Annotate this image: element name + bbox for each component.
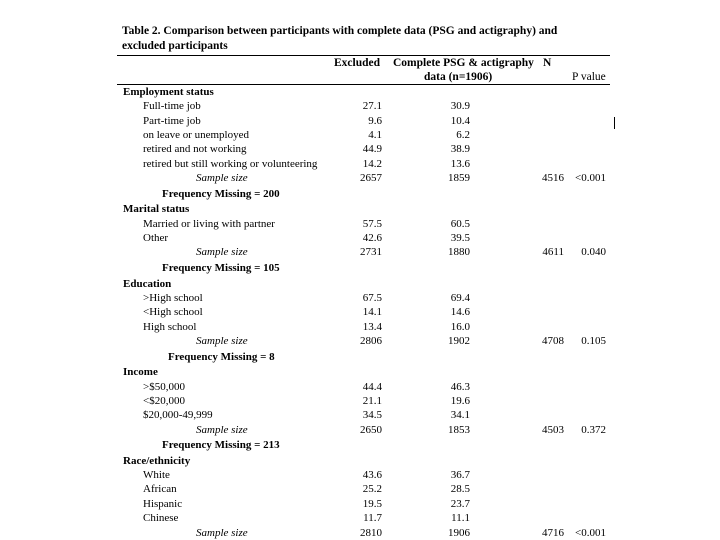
- complete-value: 30.9: [450, 100, 470, 113]
- sample-n-value: 4611: [542, 246, 564, 259]
- sample-n-value: 4708: [542, 334, 564, 347]
- sample-excluded-value: 2650: [360, 423, 382, 436]
- sample-size-label: Sample size: [196, 423, 248, 436]
- complete-value: 38.9: [450, 143, 470, 156]
- sample-excluded-value: 2657: [360, 172, 382, 185]
- sample-complete-value: 1859: [448, 172, 470, 185]
- row-label: Hispanic: [143, 497, 183, 510]
- complete-value: 6.2: [456, 129, 470, 142]
- sample-size-label: Sample size: [196, 246, 248, 259]
- complete-value: 19.6: [450, 394, 470, 407]
- sample-pvalue: 0.040: [581, 246, 606, 259]
- excluded-value: 57.5: [362, 217, 382, 230]
- sample-n-value: 4516: [542, 172, 564, 185]
- sample-complete-value: 1902: [448, 334, 470, 347]
- row-label: White: [143, 469, 170, 482]
- excluded-value: 44.4: [362, 380, 382, 393]
- frequency-missing: Frequency Missing = 105: [162, 262, 280, 275]
- complete-value: 39.5: [450, 232, 470, 244]
- complete-value: 69.4: [450, 291, 470, 304]
- sample-excluded-value: 2810: [360, 526, 382, 539]
- complete-value: 10.4: [450, 114, 470, 127]
- excluded-value: 11.7: [363, 512, 382, 525]
- frequency-missing: Frequency Missing = 8: [168, 350, 275, 363]
- sample-pvalue: 0.372: [581, 423, 606, 436]
- excluded-value: 44.9: [362, 143, 382, 156]
- excluded-value: 4.1: [368, 129, 382, 142]
- sample-pvalue: 0.105: [581, 334, 606, 347]
- excluded-value: 25.2: [362, 483, 382, 496]
- complete-value: 14.6: [450, 306, 470, 319]
- section-heading: Income: [123, 366, 158, 379]
- complete-value: 16.0: [450, 320, 470, 333]
- sample-size-label: Sample size: [196, 526, 248, 539]
- section-heading: Race/ethnicity: [123, 454, 191, 467]
- excluded-value: 19.5: [362, 497, 382, 510]
- title-rule: [117, 55, 610, 56]
- complete-value: 46.3: [450, 380, 470, 393]
- row-label: Married or living with partner: [143, 217, 275, 230]
- row-label: Other: [143, 232, 169, 244]
- excluded-value: 14.1: [362, 306, 382, 319]
- excluded-value: 13.4: [362, 320, 382, 333]
- row-label: >$50,000: [143, 380, 185, 393]
- complete-value: 36.7: [450, 469, 470, 482]
- excluded-value: 67.5: [362, 291, 382, 304]
- row-label: $20,000-49,999: [143, 409, 213, 422]
- row-label: Chinese: [143, 512, 179, 525]
- excluded-value: 27.1: [362, 100, 382, 113]
- complete-value: 60.5: [450, 217, 470, 230]
- excluded-value: 34.5: [362, 409, 382, 422]
- sample-complete-value: 1853: [448, 423, 470, 436]
- row-label: Full-time job: [143, 100, 201, 113]
- row-label: High school: [143, 320, 197, 333]
- header-complete-line1: Complete PSG & actigraphy: [393, 57, 534, 69]
- complete-value: 23.7: [450, 497, 470, 510]
- frequency-missing: Frequency Missing = 213: [162, 439, 280, 452]
- section-heading: Employment status: [123, 86, 214, 98]
- sample-size-label: Sample size: [196, 172, 248, 185]
- sample-complete-value: 1906: [448, 526, 470, 539]
- row-label: Part-time job: [143, 114, 201, 127]
- row-label: on leave or unemployed: [143, 129, 249, 142]
- complete-value: 34.1: [450, 409, 470, 422]
- row-label: African: [143, 483, 177, 496]
- row-label: <High school: [143, 306, 203, 319]
- sample-pvalue: <0.001: [575, 172, 606, 185]
- excluded-value: 43.6: [362, 469, 382, 482]
- complete-value: 11.1: [451, 512, 470, 525]
- header-excluded: Excluded: [334, 57, 381, 69]
- sample-n-value: 4503: [542, 423, 564, 436]
- header-pvalue: P value: [572, 71, 606, 83]
- excluded-value: 14.2: [362, 157, 382, 170]
- sample-excluded-value: 2731: [360, 246, 382, 259]
- frequency-missing: Frequency Missing = 200: [162, 187, 280, 200]
- section-heading: Education: [123, 277, 172, 290]
- table-title: Table 2. Comparison between participants with complete data (PSG and actigraphy) and excluded participants: [122, 25, 558, 52]
- sample-pvalue: <0.001: [575, 526, 606, 539]
- complete-value: 13.6: [450, 157, 470, 170]
- excluded-value: 9.6: [368, 114, 382, 127]
- row-label: <$20,000: [143, 394, 185, 407]
- row-label: >High school: [143, 291, 203, 304]
- sample-excluded-value: 2806: [360, 334, 382, 347]
- sample-size-label: Sample size: [196, 334, 248, 347]
- sample-complete-value: 1880: [448, 246, 470, 259]
- complete-value: 28.5: [450, 483, 470, 496]
- row-label: retired but still working or volunteering: [143, 157, 318, 170]
- excluded-value: 42.6: [362, 232, 382, 244]
- header-n: N: [543, 57, 552, 69]
- excluded-value: 21.1: [362, 394, 382, 407]
- sample-n-value: 4716: [542, 526, 564, 539]
- section-heading: Marital status: [123, 203, 190, 216]
- header-complete-line2: data (n=1906): [424, 71, 493, 83]
- header-rule: [117, 84, 610, 85]
- row-label: retired and not working: [143, 143, 247, 156]
- text-cursor: [614, 117, 615, 129]
